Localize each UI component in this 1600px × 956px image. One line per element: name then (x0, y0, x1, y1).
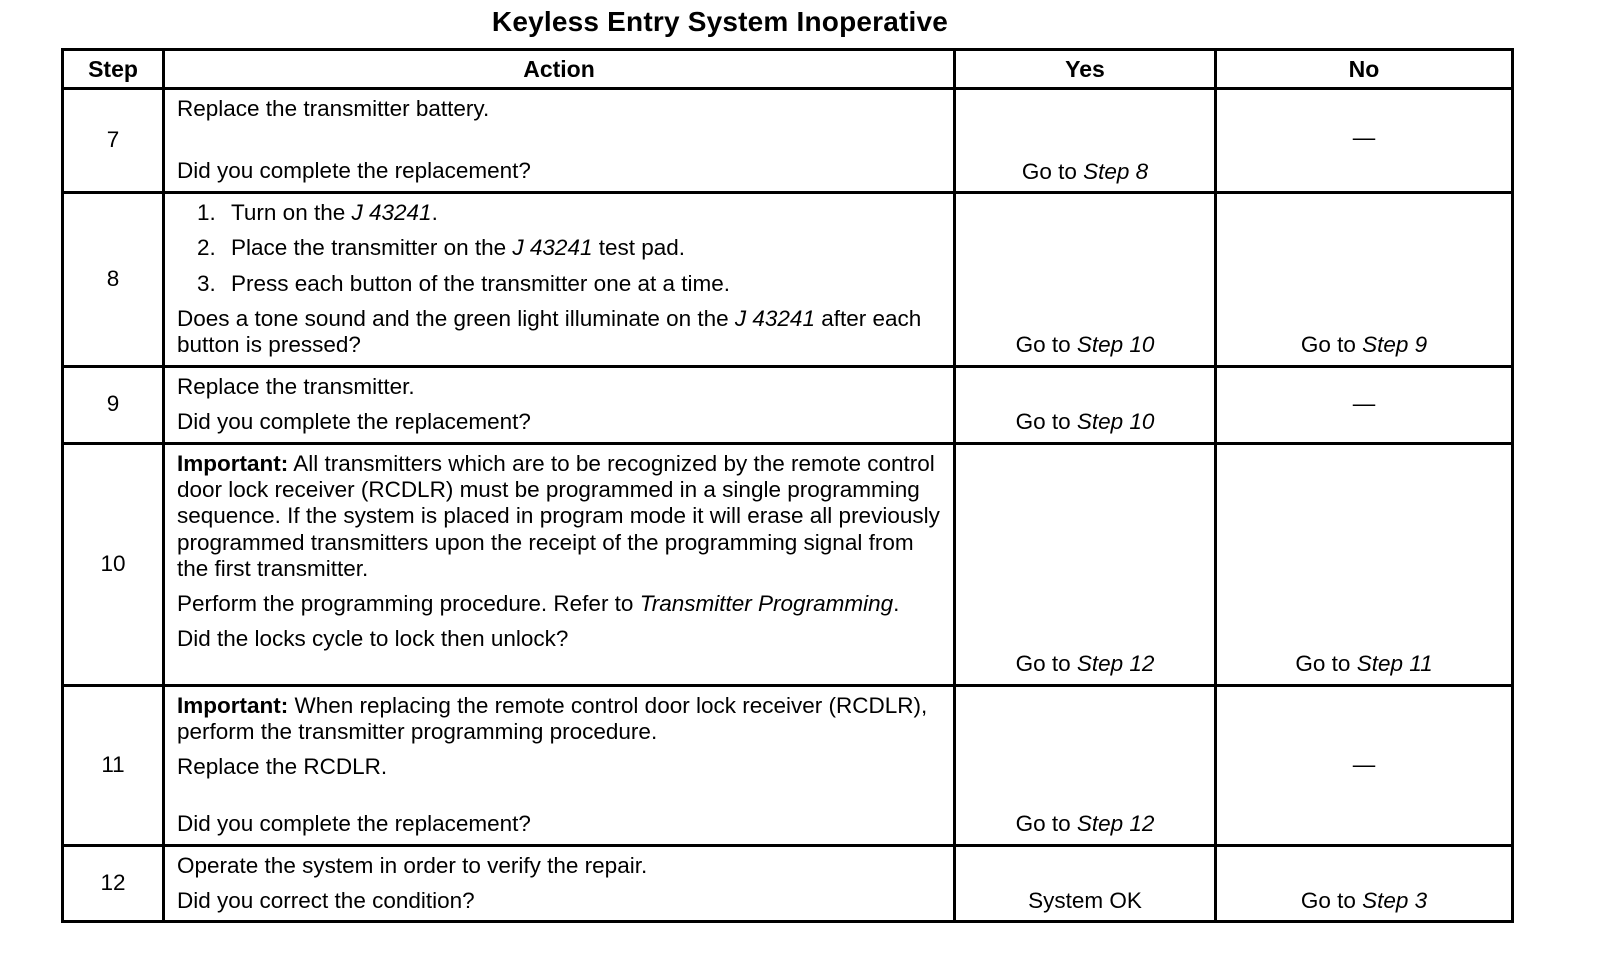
table-row-step-12 (63, 845, 1513, 922)
question-text: Did you correct the condition? (177, 887, 475, 913)
question-text: Does a tone sound and the green light illuminate on the J 43241 after each button is pressed? (177, 305, 922, 358)
header-no: No (1216, 50, 1513, 89)
important-label: Important: (177, 450, 289, 476)
question-text: Did you complete the replacement? (177, 811, 531, 837)
procedure-list (177, 200, 943, 297)
no-cell: Go to Step 11 (1216, 443, 1513, 685)
action-cell (164, 845, 955, 922)
yes-cell (955, 89, 1216, 193)
table-header-row (63, 50, 1513, 89)
no-cell: Go to Step 3 (1216, 845, 1513, 922)
action-text: Replace the transmitter battery. (177, 96, 490, 121)
list-item: 2. Place the transmitter on the J 43241 test pad. (197, 235, 686, 261)
list-item: 1. Turn on the J 43241. (197, 200, 438, 225)
action-cell (164, 366, 955, 443)
no-cell (1216, 685, 1513, 845)
action-cell (164, 443, 955, 685)
important-note: Important: When replacing the remote control door lock receiver (RCDLR), perform the transmitter programming procedure. (177, 692, 928, 744)
tool-ref: J 43241 (351, 200, 432, 225)
table-row-step-11 (63, 685, 1513, 845)
action-text: Perform the programming procedure. Refer to Transmitter Programming. (177, 591, 900, 617)
yes-cell: Go to Step 12 (955, 685, 1216, 845)
action-cell (164, 89, 955, 193)
header-action: Action (164, 50, 955, 89)
page-title: Keyless Entry System Inoperative (491, 6, 949, 37)
header-step: Step (63, 50, 164, 89)
header-yes: Yes (955, 50, 1216, 89)
procedure-ref: Transmitter Programming (639, 591, 894, 617)
step-number: 9 (63, 366, 164, 443)
step-number: 8 (63, 193, 164, 367)
table-row-step-9 (63, 366, 1513, 443)
action-cell (164, 685, 955, 845)
yes-prefix: Go to (1021, 158, 1084, 184)
step-number: 10 (63, 443, 164, 685)
no-step-ref: Step 9 (1362, 332, 1428, 358)
diagnostic-table (61, 48, 1514, 923)
question-text: Did you complete the replacement? (177, 157, 531, 183)
no-cell (1216, 366, 1513, 443)
question-text: Did the locks cycle to lock then unlock? (177, 626, 569, 652)
no-step-ref: Step 3 (1362, 887, 1428, 913)
yes-step-ref: Step 12 (1076, 651, 1155, 677)
yes-cell (955, 845, 1216, 922)
yes-step-ref: Step 10 (1076, 332, 1155, 358)
yes-step-ref: Step 8 (1083, 158, 1149, 184)
yes-step-ref: Step 12 (1076, 811, 1155, 837)
no-cell: Go to Step 9 (1216, 193, 1513, 367)
important-label: Important: (177, 692, 289, 718)
tool-ref: J 43241 (512, 235, 593, 261)
important-note: Important: All transmitters which are to be recognized by the remote control door lock receiver (RCDLR) must be programmed in a single programming sequence. If the system is placed in program mode it will erase all previously programmed transmitters upon the receipt of the programming signal from the first transmitter. (177, 450, 940, 581)
question-text: Did you complete the replacement? (177, 408, 531, 434)
no-dash: — (1352, 391, 1376, 417)
tool-ref: J 43241 (734, 305, 815, 331)
step-number: 7 (63, 89, 164, 193)
table-row-step-7 (63, 89, 1513, 193)
step-number: 12 (63, 845, 164, 922)
yes-cell: Go to Step 10 (955, 193, 1216, 367)
yes-cell: Go to Step 12 (955, 443, 1216, 685)
yes-step-ref: Step 10 (1076, 409, 1155, 435)
yes-text: System OK (1028, 887, 1142, 913)
action-text: Replace the RCDLR. (177, 754, 388, 780)
step-number: 11 (63, 685, 164, 845)
action-text: Replace the transmitter. (177, 373, 415, 399)
action-cell (164, 193, 955, 367)
table-row-step-10 (63, 443, 1513, 685)
no-step-ref: Step 11 (1356, 651, 1433, 677)
action-text: Operate the system in order to verify the repair. (177, 852, 648, 878)
list-item: 3. Press each button of the transmitter one at a time. (197, 270, 731, 296)
no-dash: — (1352, 125, 1376, 151)
no-dash: — (1352, 751, 1376, 777)
no-cell (1216, 89, 1513, 193)
yes-cell: Go to Step 10 (955, 366, 1216, 443)
table-row-step-8 (63, 193, 1513, 367)
